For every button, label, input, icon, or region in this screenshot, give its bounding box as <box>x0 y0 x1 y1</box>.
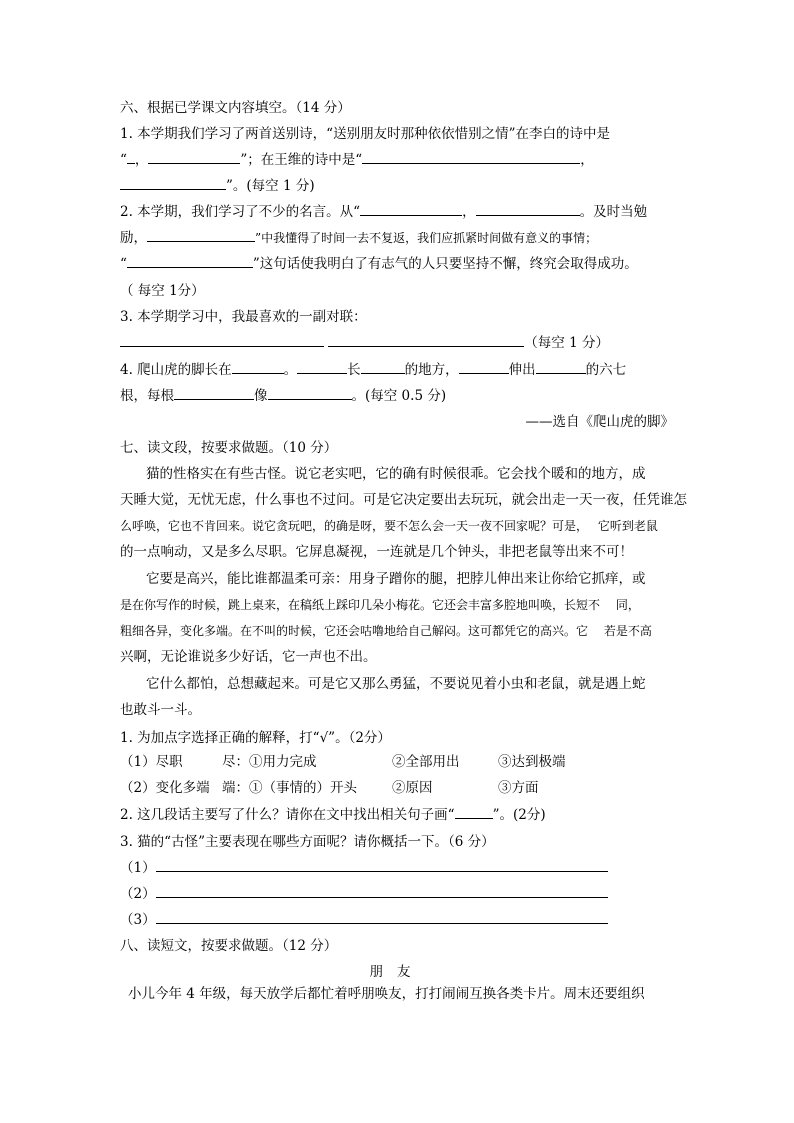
passage-p2-line2: 是在你写作的时候，跳上桌来，在稿纸上踩印几朵小梅花。它还会丰富多腔地叫唤，长短不 同， <box>120 598 640 612</box>
blank[interactable] <box>232 361 284 374</box>
couplet-blank-1[interactable] <box>120 334 324 347</box>
answer-line[interactable] <box>156 911 608 924</box>
q6-1-line2: “ ， ”；在王维的诗中是“ ， <box>120 152 594 168</box>
q6-4-line1: 4. 爬山虎的脚长在 。 长 的地方， 伸出 的六七 <box>120 362 627 378</box>
blank[interactable] <box>459 361 509 374</box>
q6-2-line1: 2. 本学期，我们学习了不少的名言。从“ ， 。及时当勉 <box>120 204 648 220</box>
section-6-heading: 六、根据已学课文内容填空。（14 分） <box>120 100 351 116</box>
answer-line[interactable] <box>156 859 608 872</box>
q6-1-line1: 1. 本学期我们学习了两首送别诗，“送别朋友时那种依依惜别之情”在李白的诗中是 <box>120 126 610 142</box>
passage-p1-line3: 么呼唤，它也不肯回来。说它贪玩吧，的确是呀，要不怎么会一天一夜不回家呢？可是， 它听到老鼠 <box>120 519 658 533</box>
q7-1-text: 1. 为加点字选择正确的解释，打“√”。（2分） <box>120 730 391 746</box>
passage-p2-line4: 兴啊，无论谁说多少好话，它一声也不出。 <box>120 649 377 665</box>
blank[interactable] <box>127 255 253 268</box>
blank[interactable] <box>360 203 462 216</box>
article-first-line: 小儿今年 4 年级，每天放学后都忙着呼朋唤友，打打闹闹互换各类卡片。周末还要组织 <box>128 986 645 1002</box>
blank[interactable] <box>361 361 405 374</box>
q6-3-line2: （每空 1 分） <box>120 334 682 352</box>
blank[interactable] <box>297 361 347 374</box>
blank[interactable] <box>127 151 135 164</box>
q6-1-line3: ”。(每空 1 分) <box>120 177 682 195</box>
q6-2-line4: （ 每空 1分） <box>120 283 205 299</box>
blank[interactable] <box>174 387 254 400</box>
blank[interactable] <box>148 151 240 164</box>
q7-1-row1: （1）尽职 尽：①用力完成 ②全部用出 ③达到极端 <box>120 754 566 770</box>
q7-3-answer-3: （3） <box>120 911 682 929</box>
q7-3-text: 3. 猫的“古怪”主要表现在哪些方面呢？请你概括一下。（6 分） <box>120 834 495 850</box>
article-title: 朋友 <box>369 964 425 980</box>
q7-2-text: 2. 这几段话主要写了什么？请你在文中找出相关句子画“ ”。(2分) <box>120 807 546 823</box>
passage-p2-line1: 它要是高兴，能比谁都温柔可亲：用身子蹭你的腿，把脖儿伸出来让你给它抓痒，或 <box>146 571 646 587</box>
section-8-heading: 八、读短文，按要求做题。（12 分） <box>120 938 338 954</box>
passage-p1-line4: 的一点响动，又是多么尽职。它屏息凝视，一连就是几个钟头，非把老鼠等出来不可！ <box>120 544 633 560</box>
passage-p1-line2: 天睡大觉，无忧无虑，什么事也不过问。可是它决定要出去玩玩，就会出走一天一夜，任凭谁怎 <box>120 492 687 508</box>
q6-3-line1: 3. 本学期学习中，我最喜欢的一副对联： <box>120 309 367 325</box>
q6-4-line2: 根，每根 像 。(每空 0.5 分) <box>120 388 447 404</box>
passage-p1-line1: 猫的性格实在有些古怪。说它老实吧，它的确有时候很乖。它会找个暖和的地方，成 <box>146 466 646 482</box>
blank[interactable] <box>120 177 226 190</box>
q7-3-answer-1: （1） <box>120 859 682 877</box>
q7-1-row2: （2）变化多端 端：①（事情的）开头 ②原因 ③方面 <box>120 780 539 796</box>
q6-2-line2: 励， ”中我懂得了时间一去不复返，我们应抓紧时间做有意义的事情； <box>120 230 598 246</box>
couplet-blank-2[interactable] <box>328 334 524 347</box>
answer-line[interactable] <box>156 885 608 898</box>
blank[interactable] <box>536 361 586 374</box>
passage-p3-line1: 它什么都怕，总想藏起来。可是它又那么勇猛，不要说见着小虫和老鼠，就是遇上蛇 <box>146 676 646 692</box>
q7-3-answer-2: （2） <box>120 885 682 903</box>
underline-sample <box>455 806 493 819</box>
blank[interactable] <box>476 203 580 216</box>
passage-p2-line3: 粗细各异，变化多端。在不叫的时候，它还会咕噜地给自己解闷。这可都凭它的高兴。它 若是不高 <box>120 624 652 638</box>
blank[interactable] <box>147 229 255 242</box>
blank[interactable] <box>362 151 580 164</box>
passage-p3-line2: 也敢斗一斗。 <box>120 702 201 718</box>
section-7-heading: 七、读文段，按要求做题。（10 分） <box>120 440 338 456</box>
q6-4-source: ——选自《爬山虎的脚》 <box>525 414 674 430</box>
q6-2-line3: “ ”这句话使我明白了有志气的人只要坚持不懈，终究会取得成功。 <box>120 256 638 272</box>
blank[interactable] <box>268 387 352 400</box>
